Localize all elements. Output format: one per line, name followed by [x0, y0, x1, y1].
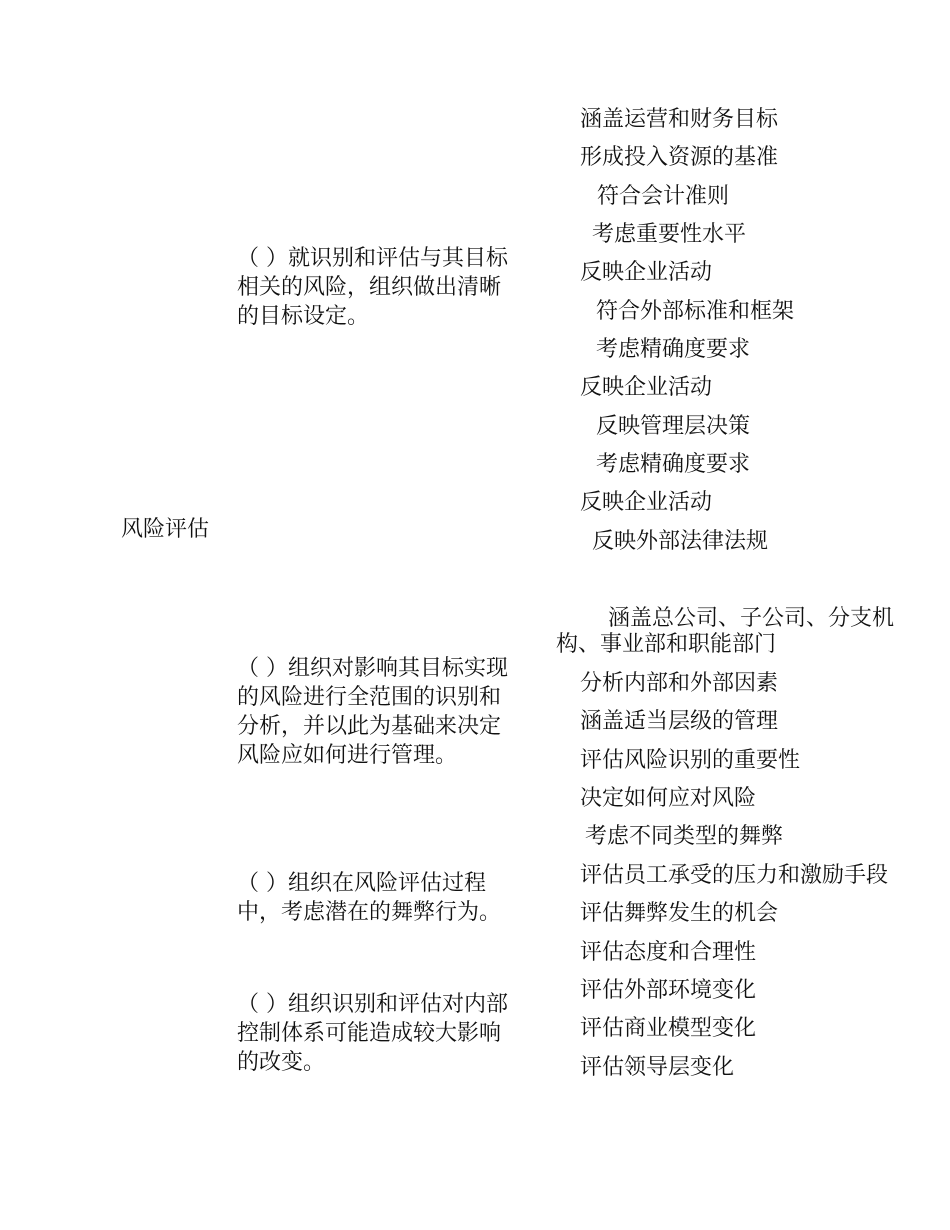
focus-point: 评估舞弊发生的机会: [580, 901, 779, 926]
focus-point: 考虑精确度要求: [596, 452, 751, 477]
principle-text: （ ）组织对影响其目标实现 的风险进行全范围的识别和 分析，并以此为基础来决定 风险应如何进行管理。: [237, 656, 508, 768]
focus-point: 涵盖总公司、子公司、分支机 构、事业部和职能部门: [556, 606, 895, 657]
focus-point: 评估态度和合理性: [580, 940, 757, 965]
principle-text: （ ）组织在风险评估过程 中，考虑潜在的舞弊行为。: [237, 871, 502, 925]
focus-point: 考虑不同类型的舞弊: [585, 824, 784, 849]
focus-point: 评估领导层变化: [580, 1055, 735, 1080]
focus-point: 符合会计准则: [597, 184, 730, 209]
focus-point: 考虑重要性水平: [592, 222, 747, 247]
focus-point: 决定如何应对风险: [580, 786, 757, 811]
focus-point: 评估外部环境变化: [580, 978, 757, 1003]
category-label: 风险评估: [121, 517, 210, 542]
focus-point: 反映外部法律法规: [592, 529, 769, 554]
focus-point: 形成投入资源的基准: [580, 145, 779, 170]
focus-point: 反映企业活动: [580, 260, 713, 285]
focus-point: 评估风险识别的重要性: [580, 748, 801, 773]
focus-point: 考虑精确度要求: [596, 337, 751, 362]
focus-point: 涵盖运营和财务目标: [580, 107, 779, 132]
focus-point: 评估商业模型变化: [580, 1016, 757, 1041]
focus-point: 符合外部标准和框架: [596, 299, 795, 324]
focus-point: 反映管理层决策: [596, 414, 751, 439]
focus-point: 反映企业活动: [580, 375, 713, 400]
focus-point: 涵盖适当层级的管理: [580, 709, 779, 734]
focus-point: 分析内部和外部因素: [580, 671, 779, 696]
principle-text: （ ）组织识别和评估对内部 控制体系可能造成较大影响 的改变。: [237, 992, 508, 1075]
principle-text: （ ）就识别和评估与其目标 相关的风险，组织做出清晰 的目标设定。: [237, 246, 508, 329]
focus-point: 反映企业活动: [580, 490, 713, 515]
focus-point: 评估员工承受的压力和激励手段: [580, 863, 889, 888]
